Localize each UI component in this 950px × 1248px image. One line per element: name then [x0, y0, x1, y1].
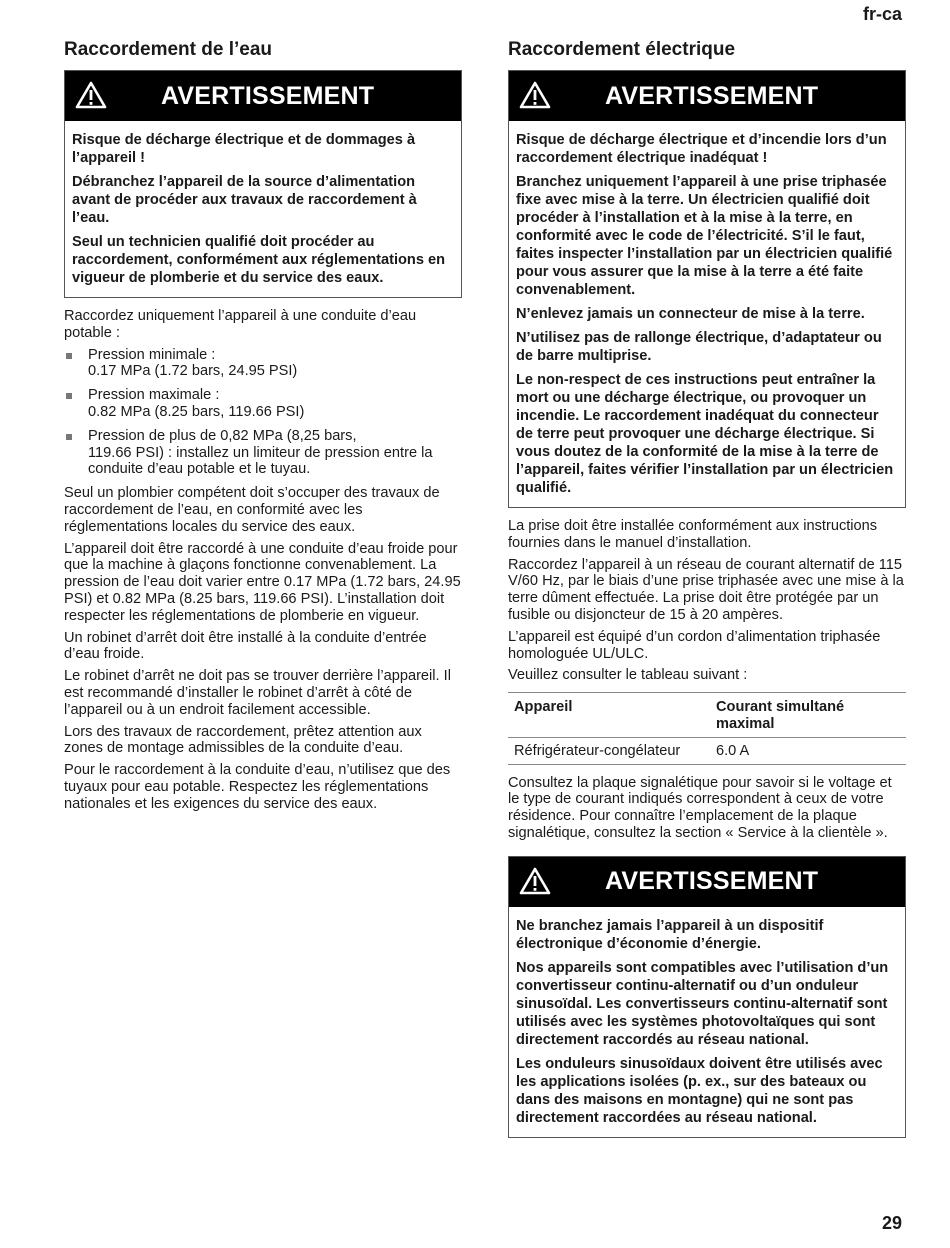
water-connection-section — [64, 38, 462, 818]
section-heading: Raccordement de l’eau — [64, 39, 273, 60]
warning-title: AVERTISSEMENT — [605, 81, 819, 110]
list-item — [64, 347, 462, 381]
warning-text: Le non-respect de ces instructions peut entraîner la mort ou une décharge électrique, ou provoquer un incendie. Le raccordement inadéquat du connecteur de terre peut provoquer une décharge électrique. Si vous doutez de la conformité de la mise à la terre de l’appareil, faites vérifier l’installation par un électricien qualifié. — [516, 372, 894, 496]
bullet-square-icon — [66, 353, 72, 359]
list-item — [64, 428, 462, 478]
list-item-line: Pression maximale : — [88, 387, 220, 404]
warning-text: Ne branchez jamais l’appareil à un dispositif électronique d’économie d’énergie. — [516, 917, 824, 952]
warning-text: Nos appareils sont compatibles avec l’utilisation d’un convertisseur continu-alternatif ou d’un onduleur sinusoïdal. Les convertisseurs continu-alternatif sont utilisés avec les systèmes photovoltaïques qui sont directement raccordés au réseau national. — [516, 959, 889, 1048]
body-paragraph: Seul un plombier compétent doit s’occuper des travaux de raccordement de l’eau, en conformité avec les réglementations locales du service des eaux. — [64, 485, 440, 535]
list-item-line: Pression minimale : — [88, 346, 216, 363]
table-header-cell: Appareil — [508, 693, 710, 738]
warning-title: AVERTISSEMENT — [161, 81, 375, 110]
language-code: fr-ca — [862, 4, 902, 24]
table-header-cell: Courant simultané maximal — [710, 693, 906, 738]
body-paragraph: Veuillez consulter le tableau suivant : — [508, 667, 748, 684]
warning-title: AVERTISSEMENT — [605, 867, 819, 896]
body-paragraph: Pour le raccordement à la conduite d’eau, n’utilisez que des tuyaux pour eau potable. Respectez les réglementations nationales et les exigences du service des eaux. — [64, 762, 451, 812]
warning-text: Risque de décharge électrique et d’incendie lors d’un raccordement électrique inadéquat ! — [516, 132, 887, 166]
body-paragraph: Consultez la plaque signalétique pour savoir si le voltage et le type de courant indiqués correspondent à ceux de votre résidence. Pour connaître l’emplacement de la plaque signalétique, consultez la section « Service à la clientèle ». — [508, 774, 892, 841]
warning-body — [65, 121, 461, 297]
warning-header — [65, 71, 461, 121]
body-paragraph: L’appareil doit être raccordé à une conduite d’eau froide pour que la machine à glaçons fonctionne convenablement. La pression de l’eau doit varier entre 0.17 MPa (1.72 bars, 24.95 PSI) et 0.82 MPa (8.25 bars, 119.66 PSI). L’installation doit respecter les réglementations de plomberie en vigueur. — [64, 540, 461, 624]
warning-body — [509, 907, 905, 1137]
body-paragraph: Lors des travaux de raccordement, prêtez attention aux zones de montage admissibles de la conduite d’eau. — [64, 723, 422, 757]
warning-text: Seul un technicien qualifié doit procéder au raccordement, conformément aux réglementations en vigueur de plomberie et du service des eaux. — [72, 234, 446, 286]
intro-paragraph: Raccordez uniquement l’appareil à une conduite d’eau potable : — [64, 308, 417, 341]
table-cell: 6.0 A — [710, 737, 906, 764]
warning-triangle-icon — [519, 80, 551, 110]
warning-header — [509, 857, 905, 907]
pressure-list — [64, 347, 462, 479]
warning-text: Branchez uniquement l’appareil à une prise triphasée fixe avec mise à la terre. Un électricien qualifié doit procéder à l’installation et à la mise à la terre, en conformité avec le code de l’électricité. S’il le faut, faites inspecter l’installation par un électricien qualifié pour vous assurer que la mise à la terre a été faite convenablement. — [516, 174, 893, 298]
warning-text: N’enlevez jamais un connecteur de mise à la terre. — [516, 306, 865, 322]
warning-box — [64, 70, 462, 298]
warning-triangle-icon — [75, 80, 107, 110]
section-heading: Raccordement électrique — [508, 39, 736, 60]
table-cell: Réfrigérateur-congélateur — [508, 737, 710, 764]
warning-box — [508, 70, 906, 508]
body-paragraph: Raccordez l’appareil à un réseau de courant alternatif de 115 V/60 Hz, par le biais d’une prise triphasée avec une mise à la terre dûment effectuée. La prise doit être protégée par un fusible ou disjoncteur de 15 à 20 ampères. — [508, 556, 904, 623]
current-table — [508, 692, 906, 764]
body-paragraph: La prise doit être installée conformément aux instructions fournies dans le manuel d’installation. — [508, 518, 878, 551]
table-row — [508, 737, 906, 764]
warning-text: Risque de décharge électrique et de dommages à l’appareil ! — [72, 132, 416, 166]
list-item-line: 0.82 MPa (8.25 bars, 119.66 PSI) — [88, 403, 305, 420]
list-item-line: 119.66 PSI) : installez un limiteur de pression entre la conduite d’eau potable et le tuyau. — [88, 444, 433, 478]
warning-text: N’utilisez pas de rallonge électrique, d’adaptateur ou de barre multiprise. — [516, 330, 882, 364]
body-paragraph: Le robinet d’arrêt ne doit pas se trouver derrière l’appareil. Il est recommandé d’installer le robinet d’arrêt à côté de l’appareil ou à un endroit facilement accessible. — [64, 668, 451, 718]
body-paragraph: Un robinet d’arrêt doit être installé à la conduite d’entrée d’eau froide. — [64, 629, 427, 663]
list-item-line: 0.17 MPa (1.72 bars, 24.95 PSI) — [88, 363, 298, 380]
warning-box — [508, 856, 906, 1138]
bullet-square-icon — [66, 393, 72, 399]
warning-triangle-icon — [519, 866, 551, 896]
electrical-connection-section — [508, 38, 906, 1148]
warning-header — [509, 71, 905, 121]
body-paragraph: L’appareil est équipé d’un cordon d’alimentation triphasée homologuée UL/ULC. — [508, 628, 881, 662]
bullet-square-icon — [66, 434, 72, 440]
warning-text: Les onduleurs sinusoïdaux doivent être utilisés avec les applications isolées (p. ex., sur des bateaux ou dans des maisons en montagne) qui ne sont pas directement raccordées au réseau national. — [516, 1055, 883, 1126]
list-item-line: Pression de plus de 0,82 MPa (8,25 bars, — [88, 427, 357, 444]
warning-text: Débranchez l’appareil de la source d’alimentation avant de procéder aux travaux de raccordement à l’eau. — [72, 174, 417, 226]
list-item — [64, 387, 462, 421]
table-header-row — [508, 693, 906, 738]
warning-body — [509, 121, 905, 507]
page-number: 29 — [881, 1213, 902, 1233]
